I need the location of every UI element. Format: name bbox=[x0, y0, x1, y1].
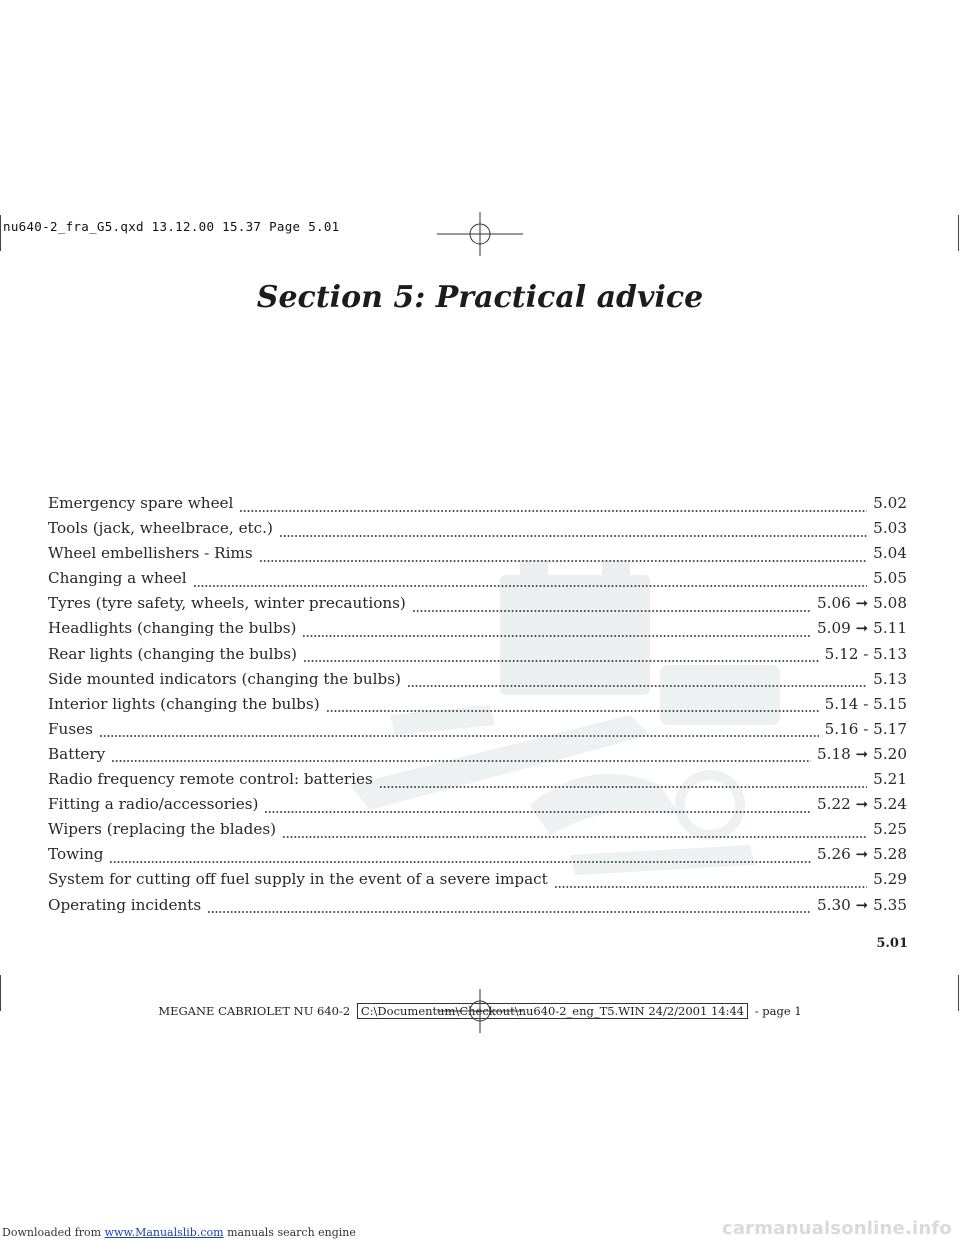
toc-item-pages: 5.16 - 5.17 bbox=[824, 719, 907, 738]
toc-item-title: Tyres (tyre safety, wheels, winter precautions) bbox=[48, 594, 406, 613]
download-watermark: carmanualsonline.info bbox=[721, 1218, 952, 1239]
toc-row bbox=[48, 896, 907, 921]
download-prefix: Downloaded from bbox=[2, 1226, 102, 1239]
footer-file-path: C:\Documentum\Checkout\nu640-2_eng_T5.WIN 24/2/2001 14:44 bbox=[357, 1003, 748, 1019]
toc-row bbox=[48, 870, 907, 895]
toc-item-title: Fuses bbox=[48, 719, 93, 738]
toc-item-pages: 5.26 ➞ 5.28 bbox=[816, 845, 907, 864]
toc-row bbox=[48, 795, 907, 820]
toc-row bbox=[48, 695, 907, 720]
toc-item-title: Wipers (replacing the blades) bbox=[48, 820, 277, 839]
toc-row bbox=[48, 720, 907, 745]
toc-item-title: System for cutting off fuel supply in the event of a severe impact bbox=[48, 870, 548, 889]
toc-dot-leader bbox=[193, 584, 868, 588]
download-suffix: manuals search engine bbox=[227, 1226, 356, 1239]
crop-mark-top-right bbox=[958, 215, 959, 251]
toc-item-title: Battery bbox=[48, 744, 106, 763]
toc-row bbox=[48, 645, 907, 670]
page-number: 5.01 bbox=[876, 936, 908, 951]
toc-item-title: Wheel embellishers - Rims bbox=[48, 544, 253, 563]
toc-item-title: Radio frequency remote control: batteries bbox=[48, 770, 373, 789]
toc-item-pages: 5.21 bbox=[873, 770, 907, 789]
download-source bbox=[2, 1226, 356, 1239]
toc-item-pages: 5.18 ➞ 5.20 bbox=[816, 744, 907, 763]
toc-item-pages: 5.25 bbox=[873, 820, 907, 839]
toc-item-pages: 5.06 ➞ 5.08 bbox=[816, 594, 907, 613]
toc-item-title: Tools (jack, wheelbrace, etc.) bbox=[48, 519, 273, 538]
toc-dot-leader bbox=[207, 910, 811, 914]
toc-dot-leader bbox=[259, 559, 868, 563]
toc-item-pages: 5.04 bbox=[873, 544, 907, 563]
toc-dot-leader bbox=[109, 860, 811, 864]
registration-mark-top-icon bbox=[437, 212, 523, 256]
toc-dot-leader bbox=[407, 684, 867, 688]
toc-item-title: Operating incidents bbox=[48, 895, 202, 914]
toc-item-pages: 5.09 ➞ 5.11 bbox=[816, 619, 907, 638]
toc-dot-leader bbox=[111, 759, 811, 763]
manualslib-link[interactable]: www.Manualslib.com bbox=[104, 1226, 224, 1239]
toc-item-pages: 5.02 bbox=[873, 494, 907, 512]
toc-item-title: Rear lights (changing the bulbs) bbox=[48, 644, 297, 663]
toc-item-title: Towing bbox=[48, 845, 104, 864]
toc-item-pages: 5.05 bbox=[873, 569, 907, 588]
toc-dot-leader bbox=[279, 534, 867, 538]
crop-mark-top-left bbox=[0, 215, 1, 251]
toc-dot-leader bbox=[239, 509, 867, 513]
toc-item-pages: 5.13 bbox=[873, 669, 907, 688]
print-slug: nu640-2_fra_G5.qxd 13.12.00 15.37 Page 5.01 bbox=[3, 219, 340, 234]
toc-item-pages: 5.22 ➞ 5.24 bbox=[816, 795, 907, 814]
toc-item-title: Emergency spare wheel bbox=[48, 494, 234, 512]
footer-model: MEGANE CABRIOLET NU 640-2 bbox=[158, 1004, 351, 1018]
footer-page: - page 1 bbox=[754, 1004, 802, 1018]
download-banner bbox=[0, 1218, 960, 1242]
toc-dot-leader bbox=[282, 835, 867, 839]
toc-dot-leader bbox=[303, 659, 819, 663]
toc-item-title: Changing a wheel bbox=[48, 569, 187, 588]
toc-dot-leader bbox=[302, 634, 811, 638]
toc-row bbox=[48, 745, 907, 770]
toc-item-title: Fitting a radio/accessories) bbox=[48, 795, 259, 814]
toc-row bbox=[48, 845, 907, 870]
toc-dot-leader bbox=[554, 885, 867, 889]
toc-item-pages: 5.30 ➞ 5.35 bbox=[816, 895, 907, 914]
section-title: Section 5: Practical advice bbox=[256, 280, 704, 315]
toc-dot-leader bbox=[326, 709, 819, 713]
toc-row bbox=[48, 519, 907, 544]
toc-item-pages: 5.03 bbox=[873, 519, 907, 538]
footer-print-info bbox=[0, 1003, 960, 1019]
toc-row bbox=[48, 820, 907, 845]
toc-row bbox=[48, 544, 907, 569]
toc-item-title: Interior lights (changing the bulbs) bbox=[48, 694, 320, 713]
toc-item-pages: 5.14 - 5.15 bbox=[824, 694, 907, 713]
toc-row bbox=[48, 494, 907, 519]
toc-dot-leader bbox=[412, 609, 811, 613]
toc-item-title: Side mounted indicators (changing the bulbs) bbox=[48, 669, 401, 688]
toc-row bbox=[48, 770, 907, 795]
table-of-contents bbox=[48, 494, 907, 921]
toc-item-title: Headlights (changing the bulbs) bbox=[48, 619, 297, 638]
toc-row bbox=[48, 670, 907, 695]
toc-dot-leader bbox=[99, 734, 819, 738]
toc-dot-leader bbox=[379, 785, 867, 789]
toc-dot-leader bbox=[264, 810, 811, 814]
toc-item-pages: 5.29 bbox=[873, 870, 907, 889]
toc-row bbox=[48, 619, 907, 644]
toc-row bbox=[48, 594, 907, 619]
toc-row bbox=[48, 569, 907, 594]
top-margin bbox=[0, 0, 960, 24]
toc-item-pages: 5.12 - 5.13 bbox=[824, 644, 907, 663]
